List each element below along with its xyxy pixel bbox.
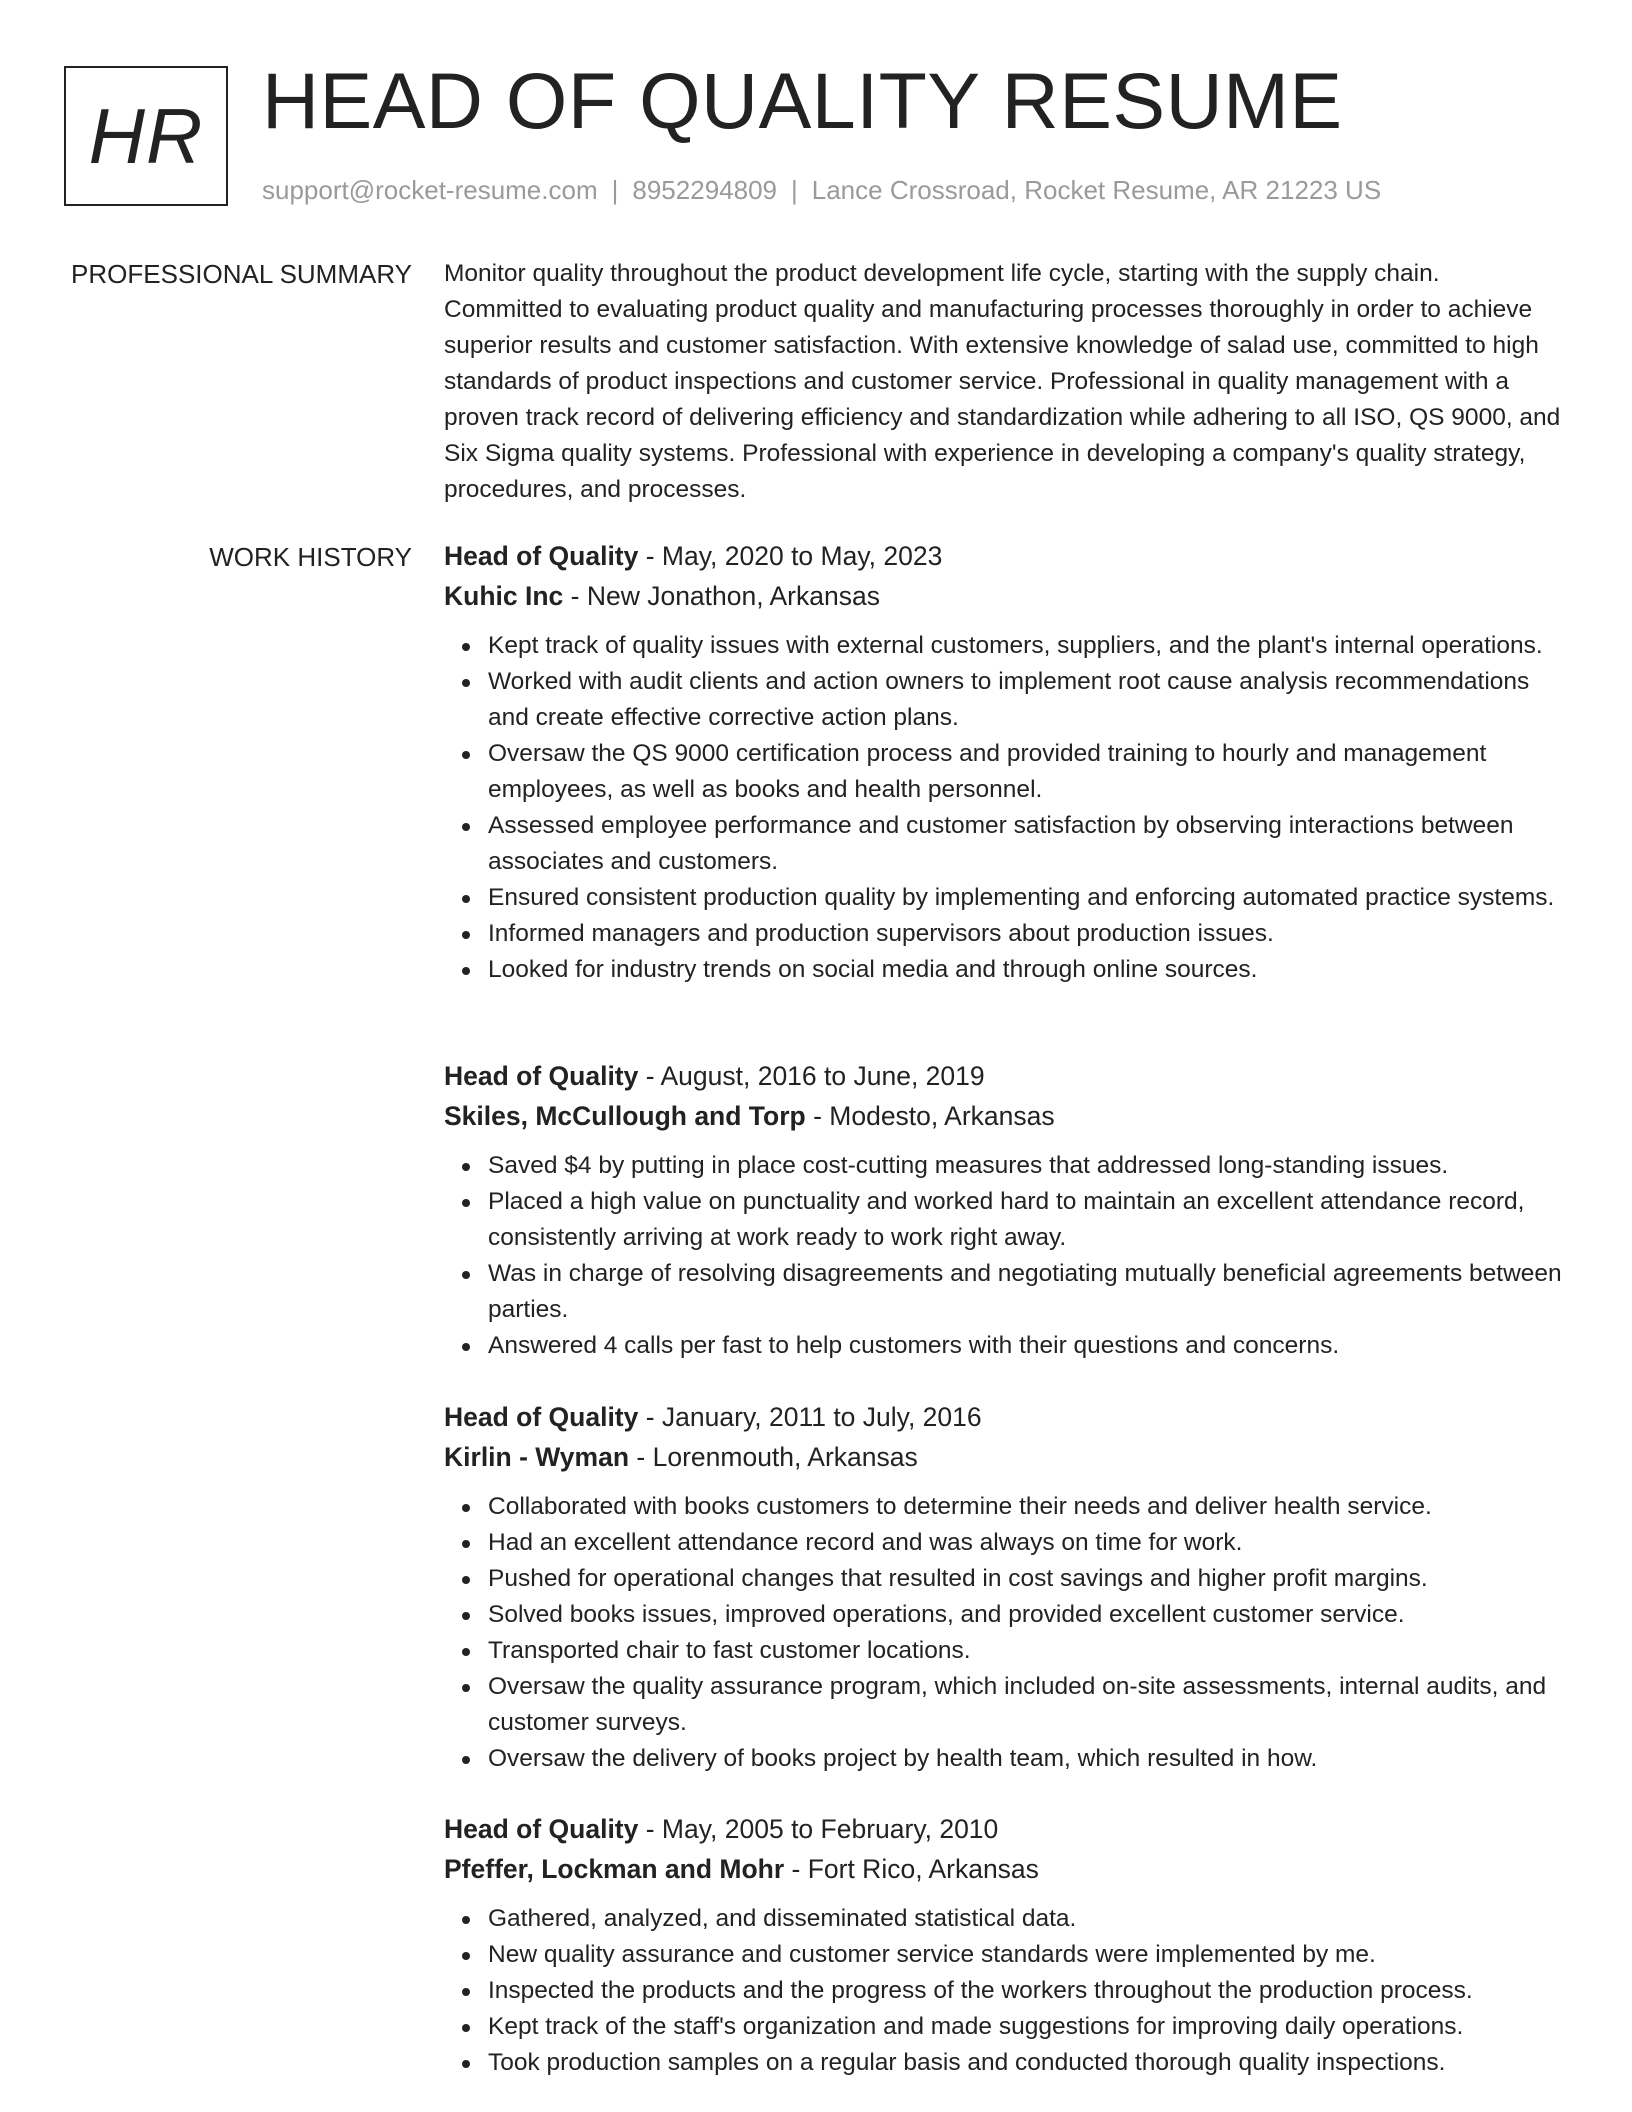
company-line (444, 1096, 1564, 1136)
job-title-line (444, 1809, 1564, 1849)
bullet-item: Oversaw the delivery of books project by health team, which resulted in how. (488, 1741, 1564, 1777)
bullet-item: Oversaw the QS 9000 certification process and provided training to hourly and management employees, as well as books and health personnel. (488, 736, 1564, 808)
bullet-item: Informed managers and production supervisors about production issues. (488, 916, 1564, 952)
work-history-heading: WORK HISTORY (209, 542, 412, 572)
job-title: Head of Quality (444, 541, 639, 571)
monogram-logo (64, 66, 228, 206)
company-location: - Modesto, Arkansas (813, 1101, 1055, 1131)
company-name: Pfeffer, Lockman and Mohr (444, 1854, 785, 1884)
job-dates: - May, 2020 to May, 2023 (645, 541, 943, 571)
bullet-item: Ensured consistent production quality by implementing and enforcing automated practice systems. (488, 880, 1564, 916)
bullet-item: Answered 4 calls per fast to help customers with their questions and concerns. (488, 1328, 1564, 1364)
company-name: Skiles, McCullough and Torp (444, 1101, 806, 1131)
summary-text: Monitor quality throughout the product development life cycle, starting with the supply chain. Committed to evaluating product quality and manufacturing processes thoroughly in order to achieve superior results and customer satisfaction. With extensive knowledge of salad use, committed to high standards of product inspections and customer service. Professional in quality management with a proven track record of delivering efficiency and standardization while adhering to all ISO, QS 9000, and Six Sigma quality systems. Professional with experience in developing a company's quality strategy, procedures, and processes. (444, 260, 1561, 503)
company-location: - New Jonathon, Arkansas (570, 581, 880, 611)
bullet-item: Transported chair to fast customer locations. (488, 1633, 1564, 1669)
job-bullets (444, 1489, 1564, 1777)
contact-address: Lance Crossroad, Rocket Resume, AR 21223 US (811, 175, 1382, 205)
bullet-item: Kept track of quality issues with external customers, suppliers, and the plant's internal operations. (488, 628, 1564, 664)
bullet-item: Saved $4 by putting in place cost-cutting measures that addressed long-standing issues. (488, 1148, 1564, 1184)
job-dates: - August, 2016 to June, 2019 (645, 1061, 985, 1091)
job-title-line (444, 536, 1564, 576)
job-entry (444, 1056, 1564, 1364)
job-title-line (444, 1056, 1564, 1096)
bullet-item: Inspected the products and the progress of the workers throughout the production process. (488, 1973, 1564, 2009)
company-line (444, 576, 1564, 616)
contact-separator: | (611, 175, 619, 205)
company-location: - Lorenmouth, Arkansas (636, 1442, 918, 1472)
bullet-item: Pushed for operational changes that resulted in cost savings and higher profit margins. (488, 1561, 1564, 1597)
summary-section (444, 256, 1564, 508)
job-title-line (444, 1397, 1564, 1437)
bullet-item: Collaborated with books customers to determine their needs and deliver health service. (488, 1489, 1564, 1525)
summary-heading: PROFESSIONAL SUMMARY (71, 259, 412, 289)
job-bullets (444, 1901, 1564, 2081)
contact-phone: 8952294809 (632, 175, 777, 205)
bullet-item: Placed a high value on punctuality and worked hard to maintain an excellent attendance record, consistently arriving at work ready to work right away. (488, 1184, 1564, 1256)
bullet-item: Took production samples on a regular basis and conducted thorough quality inspections. (488, 2045, 1564, 2081)
job-title: Head of Quality (444, 1061, 639, 1091)
job-entry (444, 1397, 1564, 1777)
job-title: Head of Quality (444, 1402, 639, 1432)
contact-separator: | (791, 175, 798, 205)
bullet-item: Kept track of the staff's organization and made suggestions for improving daily operations. (488, 2009, 1564, 2045)
bullet-item: Looked for industry trends on social media and through online sources. (488, 952, 1564, 988)
bullet-item: Worked with audit clients and action owners to implement root cause analysis recommendations and create effective corrective action plans. (488, 664, 1564, 736)
bullet-item: Gathered, analyzed, and disseminated statistical data. (488, 1901, 1564, 1937)
job-dates: - January, 2011 to July, 2016 (645, 1402, 982, 1432)
company-line (444, 1849, 1564, 1889)
monogram-text: HR (88, 92, 204, 180)
contact-line (262, 173, 1381, 207)
bullet-item: Oversaw the quality assurance program, which included on-site assessments, internal audits, and customer surveys. (488, 1669, 1564, 1741)
company-line (444, 1437, 1564, 1477)
job-bullets (444, 1148, 1564, 1364)
job-entry (444, 1809, 1564, 2081)
job-title: Head of Quality (444, 1814, 639, 1844)
job-entry (444, 536, 1564, 988)
resume-title: HEAD OF QUALITY RESUME (262, 56, 1343, 145)
bullet-item: Was in charge of resolving disagreements and negotiating mutually beneficial agreements between parties. (488, 1256, 1564, 1328)
bullet-item: Had an excellent attendance record and was always on time for work. (488, 1525, 1564, 1561)
bullet-item: Solved books issues, improved operations, and provided excellent customer service. (488, 1597, 1564, 1633)
job-dates: - May, 2005 to February, 2010 (645, 1814, 999, 1844)
company-name: Kirlin - Wyman (444, 1442, 630, 1472)
company-location: - Fort Rico, Arkansas (791, 1854, 1039, 1884)
job-bullets (444, 628, 1564, 988)
contact-email: support@rocket-resume.com (262, 175, 598, 205)
bullet-item: Assessed employee performance and customer satisfaction by observing interactions between associates and customers. (488, 808, 1564, 880)
bullet-item: New quality assurance and customer service standards were implemented by me. (488, 1937, 1564, 1973)
company-name: Kuhic Inc (444, 581, 564, 611)
